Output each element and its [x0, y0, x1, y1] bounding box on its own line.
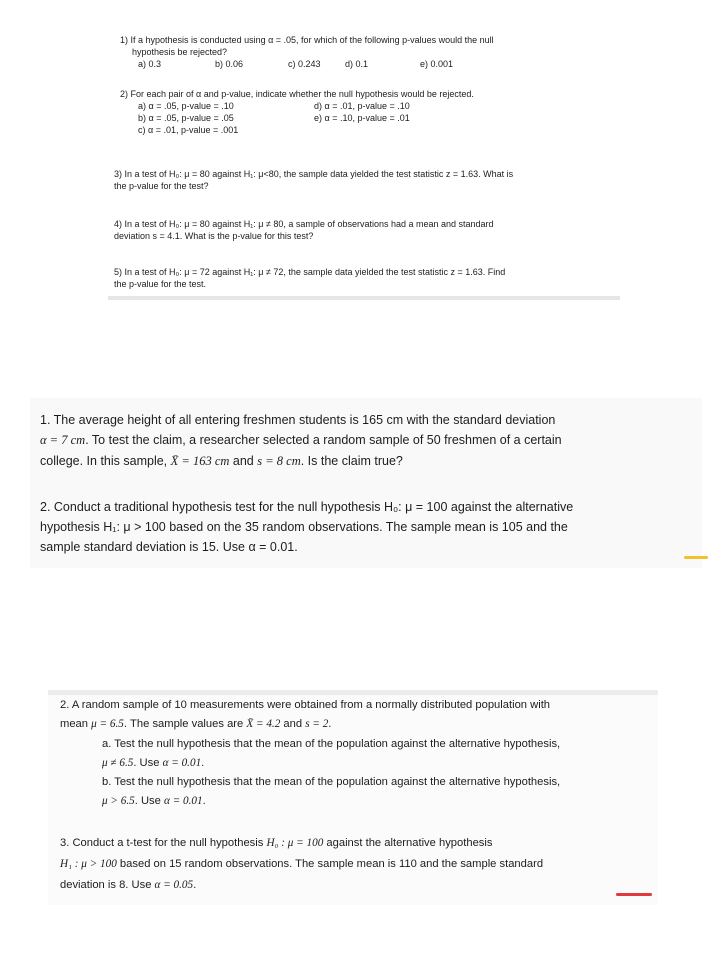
- sigma-value: α = 7 cm: [40, 433, 86, 447]
- q3-null-hypothesis: H₀ : μ = 100: [266, 837, 324, 849]
- q1-option-d: d) 0.1: [345, 59, 369, 69]
- q2-pair-b: b) α = .05, p-value = .05: [138, 113, 234, 123]
- q1-option-c: c) 0.243: [288, 59, 321, 69]
- q5-line-2: the p-value for the test.: [114, 279, 207, 289]
- red-underline-mark: [616, 893, 652, 896]
- q2-line: 2) For each pair of α and p-value, indicate whether the null hypothesis would be rejected.: [120, 89, 474, 99]
- qa-text-b: . Use: [133, 757, 163, 769]
- p3-q2-text-a: mean: [60, 718, 92, 730]
- worksheet-image-3: [48, 690, 658, 905]
- q3-text-c: against the alternative hypothesis: [323, 837, 493, 849]
- q2-pair-c: c) α = .01, p-value = .001: [138, 125, 239, 135]
- q5-line-1: 5) In a test of H₀: μ = 72 against H₁: μ ≠ 72, the sample data yielded the test statistic z = 1.63. Find: [114, 267, 506, 277]
- q3-text-l3c: .: [193, 879, 197, 891]
- qa-text-d: .: [201, 757, 205, 769]
- q3-text-l3a: deviation is 8. Use: [60, 879, 155, 891]
- p2-q1-line-2-text: . To test the claim, a researcher selected a random sample of 50 freshmen of a certain: [85, 433, 562, 447]
- qb-alt-hypothesis: μ > 6.5: [102, 795, 135, 807]
- q1-option-e: e) 0.001: [420, 59, 454, 69]
- q2-pair-a: a) α = .05, p-value = .10: [138, 101, 234, 111]
- p3-q2-text-c: . The sample values are: [123, 718, 247, 730]
- p3-q3-line-2: [60, 855, 543, 874]
- p3-qa-line-1: a. Test the null hypothesis that the mean of the population against the alternative hypothesis,: [102, 738, 561, 750]
- q3-line-2: the p-value for the test?: [114, 181, 209, 191]
- worksheet-image-2: [30, 398, 702, 568]
- sample-mean-value: X̄ = 163 cm: [170, 454, 230, 468]
- sample-sd-value-2: s = 2: [305, 718, 329, 730]
- p2-q2-line-1: 2. Conduct a traditional hypothesis test for the null hypothesis H₀: μ = 100 against the alternative: [40, 500, 574, 514]
- q3-alt-hypothesis: H₁ : μ > 100: [60, 858, 117, 870]
- q3-text-a: 3. Conduct a t-test for the null hypothesis: [60, 837, 267, 849]
- qb-text-d: .: [202, 795, 206, 807]
- q4-line-2: deviation s = 4.1. What is the p-value for this test?: [114, 231, 314, 241]
- qb-alpha: α = 0.01: [163, 795, 203, 807]
- yellow-highlight-mark: [684, 556, 708, 559]
- p3-qb-line-2: [102, 792, 206, 811]
- q1-line-1: 1) If a hypothesis is conducted using α = .05, for which of the following p-values would the null: [120, 35, 494, 45]
- q3-text-l2: based on 15 random observations. The sample mean is 110 and the sample standard: [116, 858, 544, 870]
- q4-line-1: 4) In a test of H₀: μ = 80 against H₁: μ ≠ 80, a sample of observations had a mean and standard: [114, 219, 494, 229]
- qa-alt-hypothesis: μ ≠ 6.5: [102, 757, 134, 769]
- q1-option-b: b) 0.06: [215, 59, 244, 69]
- p3-qb-line-1: b. Test the null hypothesis that the mean of the population against the alternative hypothesis,: [102, 776, 561, 788]
- p3-q3-line-3: [60, 876, 196, 895]
- population-mean-value: μ = 6.5: [91, 718, 124, 730]
- p2-q2-line-3: sample standard deviation is 15. Use α = 0.01.: [40, 540, 298, 554]
- q2-pair-e: e) α = .10, p-value = .01: [314, 113, 410, 123]
- worksheet-image-1: [100, 22, 620, 300]
- q1-line-2: hypothesis be rejected?: [132, 47, 228, 57]
- qb-text-b: . Use: [134, 795, 164, 807]
- p2-q1-l3-text-c: and: [229, 454, 258, 468]
- p3-q2-text-g: .: [328, 718, 332, 730]
- q1-option-a: a) 0.3: [138, 59, 162, 69]
- p2-q1-line-2: [40, 430, 690, 450]
- p3-q3-line-1: [60, 834, 492, 853]
- p2-q2-line-2: hypothesis H₁: μ > 100 based on the 35 random observations. The sample mean is 105 and the: [40, 520, 568, 534]
- p2-q1-line-1: 1. The average height of all entering freshmen students is 165 cm with the standard deviation: [40, 413, 556, 427]
- sample-mean-value-2: X̄ = 4.2: [246, 718, 281, 730]
- p2-q1-l3-text-a: college. In this sample,: [40, 454, 171, 468]
- p3-qa-line-2: [102, 754, 204, 773]
- q3-alpha: α = 0.05: [154, 879, 194, 891]
- q3-line-1: 3) In a test of H₀: μ = 80 against H₁: μ<80, the sample data yielded the test statistic z = 1.63. What is: [114, 169, 514, 179]
- sample-sd-value: s = 8 cm: [257, 454, 301, 468]
- p3-q2-line-2: [60, 715, 331, 734]
- q2-pair-d: d) α = .01, p-value = .10: [314, 101, 410, 111]
- p3-q2-text-e: and: [280, 718, 306, 730]
- p2-q1-l3-text-e: . Is the claim true?: [300, 454, 403, 468]
- panel-top-rule: [48, 690, 658, 695]
- p2-q1-line-3: [40, 451, 690, 471]
- p3-q2-line-1: 2. A random sample of 10 measurements were obtained from a normally distributed population with: [60, 699, 551, 711]
- qa-alpha: α = 0.01: [162, 757, 202, 769]
- panel-divider: [108, 296, 620, 300]
